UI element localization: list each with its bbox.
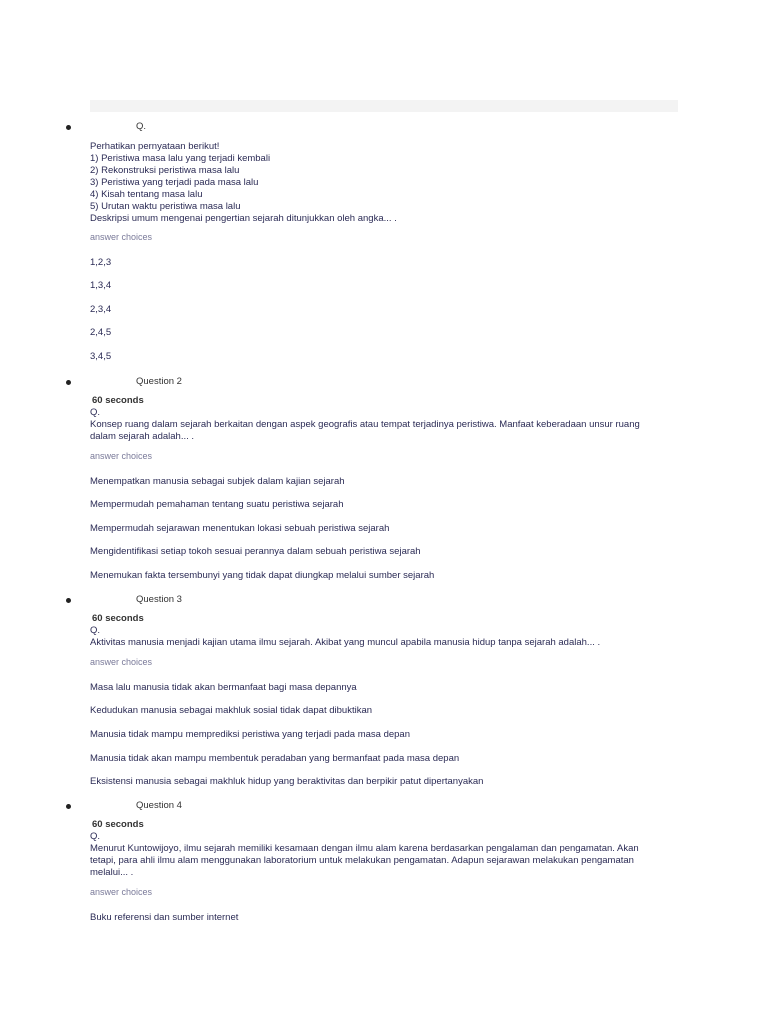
question-text-line: 2) Rekonstruksi peristiwa masa lalu: [90, 165, 240, 176]
bullet-icon: [66, 804, 71, 809]
question-text-line: 5) Urutan waktu peristiwa masa lalu: [90, 201, 241, 212]
answer-choice[interactable]: Kedudukan manusia sebagai makhluk sosial tidak dapat dibuktikan: [90, 705, 373, 716]
answer-choice[interactable]: 2,4,5: [90, 327, 112, 338]
top-bar: [90, 100, 678, 112]
question-text-line: tetapi, para ahli ilmu alam menggunakan laboratorium untuk melakukan pengamatan. Adapun sejarawan melakukan pengamatan: [90, 855, 634, 866]
question-time: 60 seconds: [92, 395, 144, 406]
answer-choice[interactable]: Mempermudah sejarawan menentukan lokasi sebuah peristiwa sejarah: [90, 523, 390, 534]
question-text-line: Perhatikan pernyataan berikut!: [90, 141, 220, 152]
answer-choice[interactable]: Menemukan fakta tersembunyi yang tidak dapat diungkap melalui sumber sejarah: [90, 570, 435, 581]
answer-choice[interactable]: Buku referensi dan sumber internet: [90, 912, 239, 923]
question-title: Q.: [136, 121, 147, 132]
question-text-line: 4) Kisah tentang masa lalu: [90, 189, 203, 200]
answer-choice[interactable]: 1,3,4: [90, 280, 112, 291]
question-time: 60 seconds: [92, 613, 144, 624]
question-text-line: Aktivitas manusia menjadi kajian utama ilmu sejarah. Akibat yang muncul apabila manusia hidup tanpa sejarah adalah... .: [90, 637, 601, 648]
question-text-line: 1) Peristiwa masa lalu yang terjadi kembali: [90, 153, 271, 164]
question-title: Question 3: [136, 594, 182, 605]
answer-choice[interactable]: Mengidentifikasi setiap tokoh sesuai perannya dalam sebuah peristiwa sejarah: [90, 546, 421, 557]
question-text-line: melalui... .: [90, 867, 134, 878]
bullet-icon: [66, 125, 71, 130]
question-title: Question 4: [136, 800, 182, 811]
question-text: [90, 831, 680, 879]
question-q-label: Q.: [90, 831, 101, 842]
bullet-icon: [66, 380, 71, 385]
question-text-line: Deskripsi umum mengenai pengertian sejarah ditunjukkan oleh angka... .: [90, 213, 397, 224]
answer-choice[interactable]: Manusia tidak mampu memprediksi peristiwa yang terjadi pada masa depan: [90, 729, 410, 740]
answer-choice[interactable]: 2,3,4: [90, 304, 112, 315]
answer-choices-label: answer choices: [90, 232, 153, 242]
answer-choice[interactable]: 3,4,5: [90, 351, 112, 362]
question-title: Question 2: [136, 376, 182, 387]
question-text: [90, 625, 680, 649]
answer-choice[interactable]: 1,2,3: [90, 257, 112, 268]
answer-choices-label: answer choices: [90, 657, 153, 667]
question-text-line: Konsep ruang dalam sejarah berkaitan dengan aspek geografis atau tempat terjadinya peristiwa. Manfaat keberadaan unsur ruang: [90, 419, 640, 430]
question-text: [90, 141, 680, 225]
question-q-label: Q.: [90, 407, 101, 418]
answer-choice[interactable]: Mempermudah pemahaman tentang suatu peristiwa sejarah: [90, 499, 344, 510]
answer-choice[interactable]: Manusia tidak akan mampu membentuk peradaban yang bermanfaat pada masa depan: [90, 753, 460, 764]
answer-choice[interactable]: Menempatkan manusia sebagai subjek dalam kajian sejarah: [90, 476, 345, 487]
answer-choices-label: answer choices: [90, 887, 153, 897]
question-text-line: 3) Peristiwa yang terjadi pada masa lalu: [90, 177, 259, 188]
question-text: [90, 407, 680, 443]
answer-choice[interactable]: Eksistensi manusia sebagai makhluk hidup yang beraktivitas dan berpikir patut dipertanyakan: [90, 776, 484, 787]
bullet-icon: [66, 598, 71, 603]
question-text-line: dalam sejarah adalah... .: [90, 431, 195, 442]
question-q-label: Q.: [90, 625, 101, 636]
question-text-line: Menurut Kuntowijoyo, ilmu sejarah memiliki kesamaan dengan ilmu alam karena berdasarkan pengalaman dan pengamatan. Akan: [90, 843, 639, 854]
question-time: 60 seconds: [92, 819, 144, 830]
answer-choices-label: answer choices: [90, 451, 153, 461]
answer-choice[interactable]: Masa lalu manusia tidak akan bermanfaat bagi masa depannya: [90, 682, 357, 693]
